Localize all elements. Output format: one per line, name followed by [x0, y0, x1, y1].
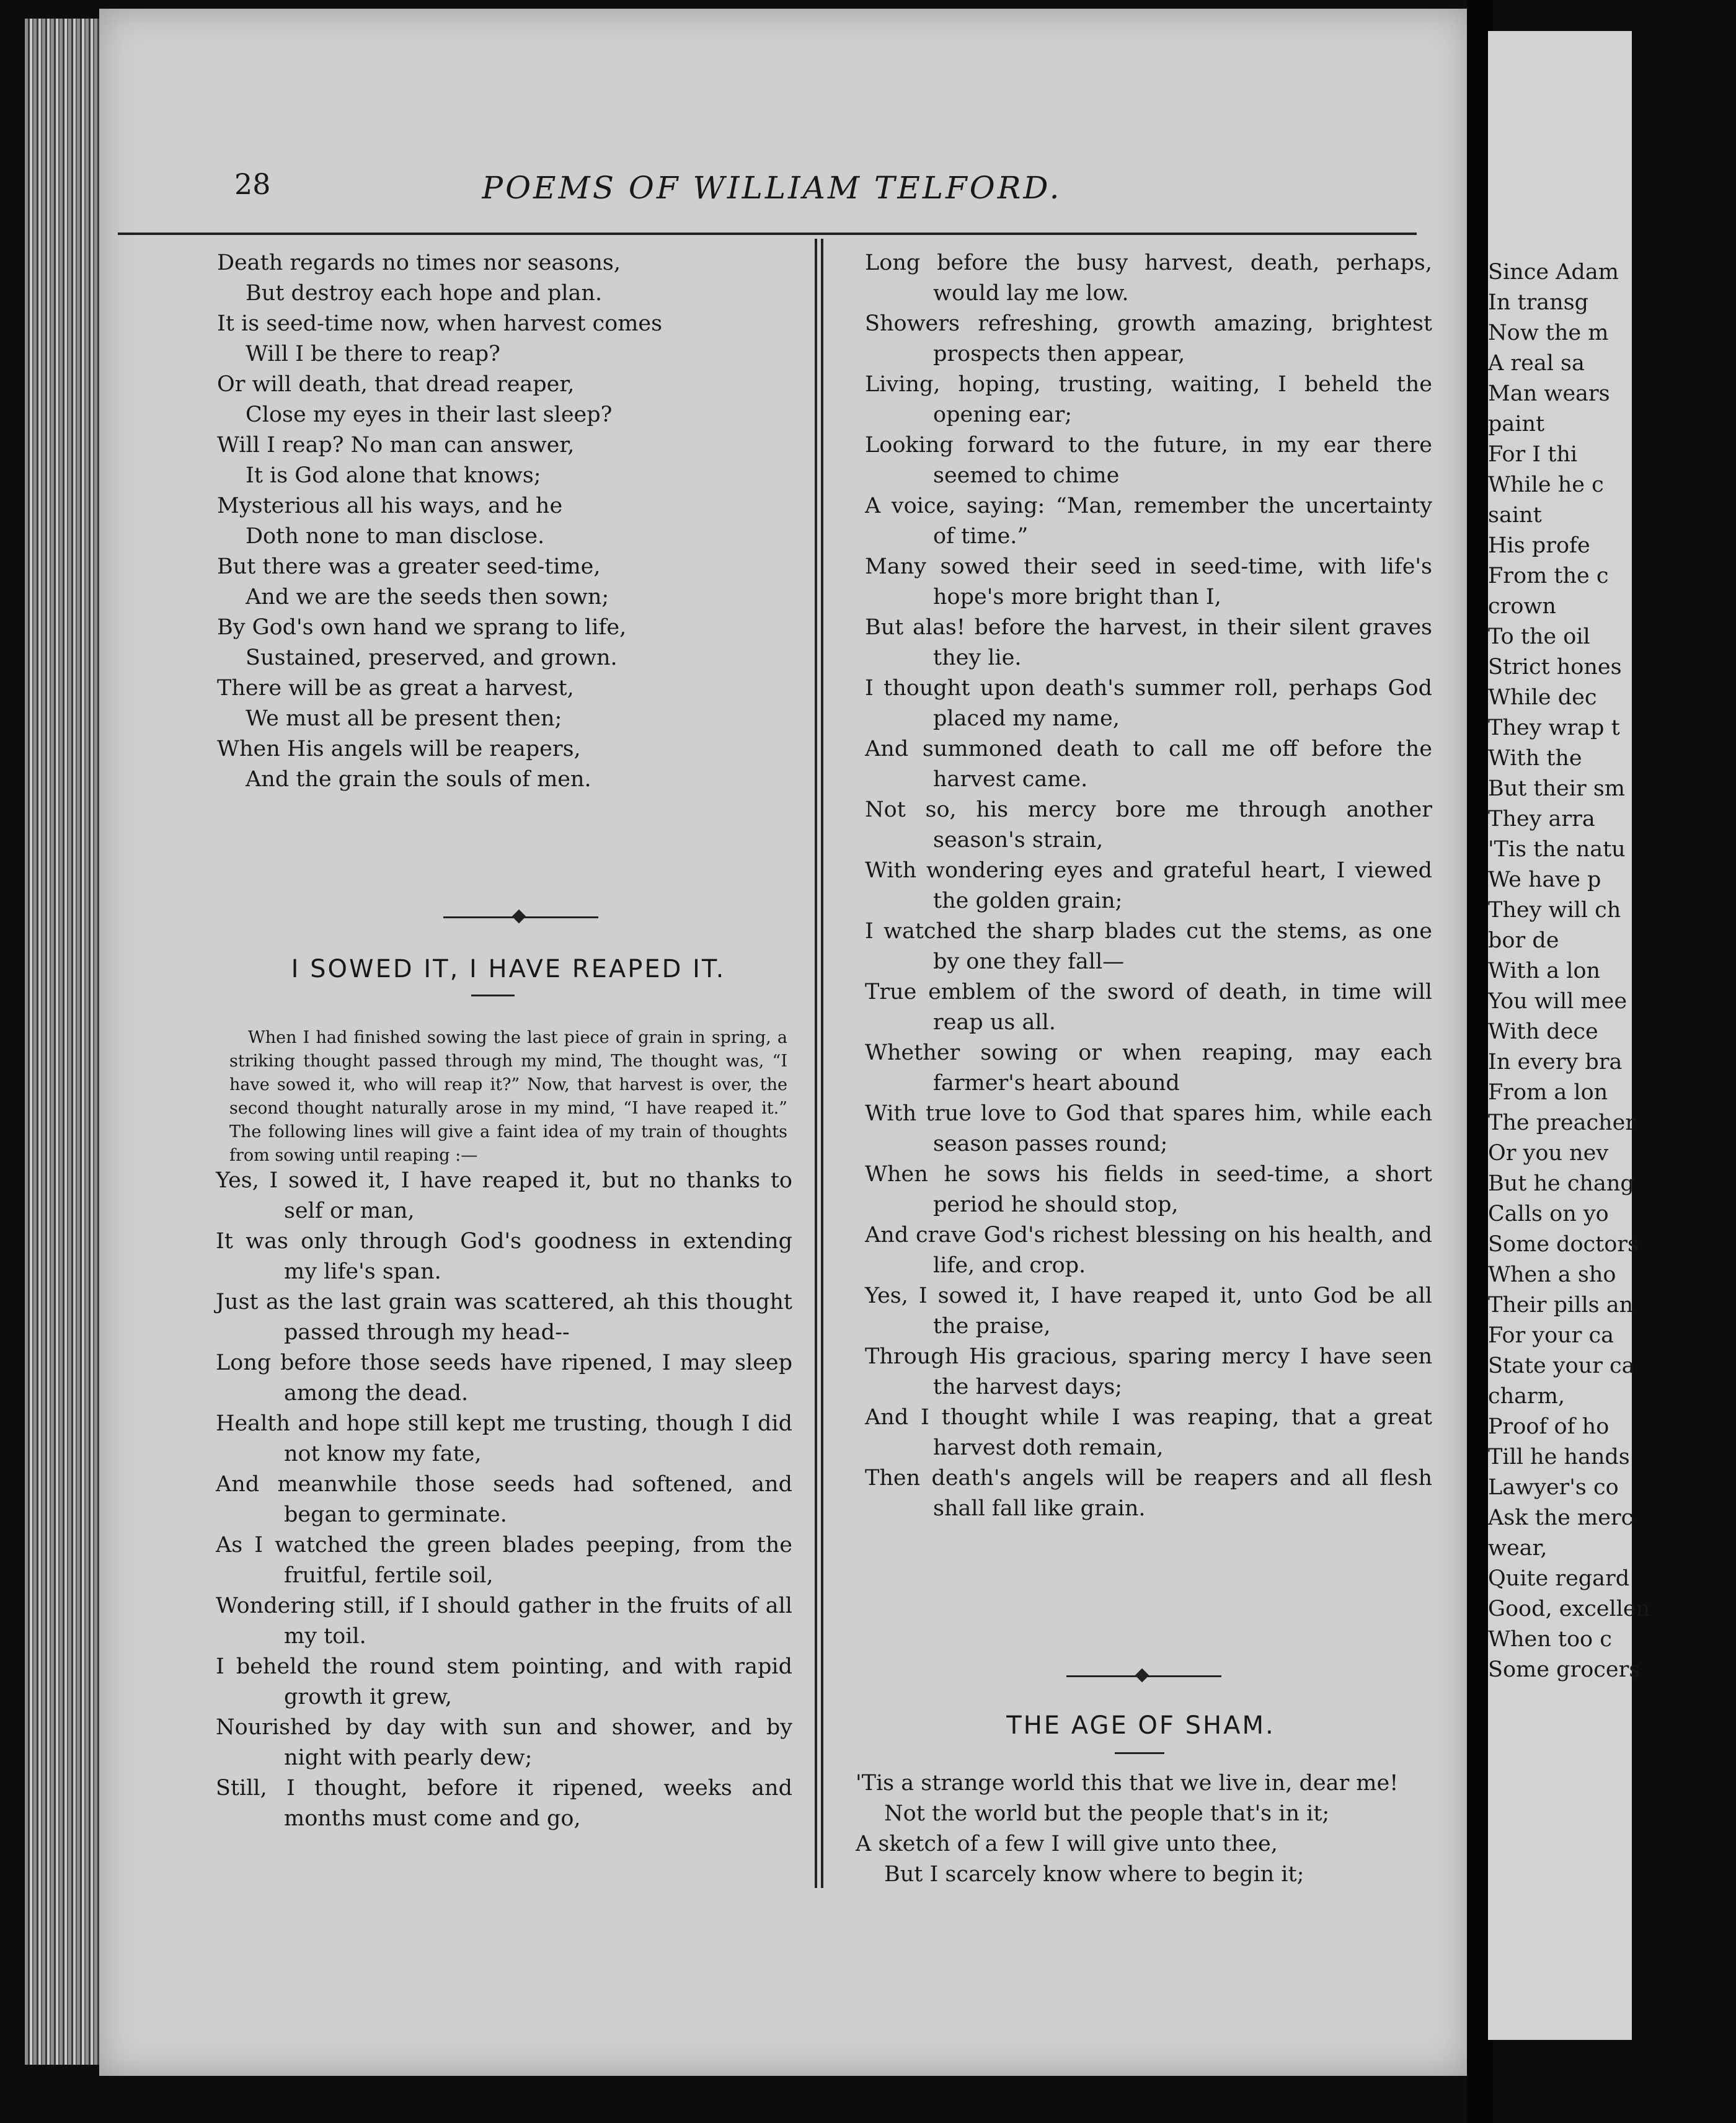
stanza: [216, 1166, 792, 1409]
facing-page-text: [1488, 257, 1736, 1685]
poem-stanzas-right: [865, 248, 1432, 1524]
verse-line: Doth none to man disclose.: [246, 524, 545, 549]
verse-line: With true love to God that spares him, while each season passes round;: [865, 1101, 1432, 1156]
verse-line: Will I reap? No man can answer,: [217, 433, 575, 458]
stanza: [865, 795, 1432, 1038]
facing-page-line: A real sa: [1488, 351, 1585, 376]
facing-page-line: With the: [1488, 746, 1582, 771]
verse-line: Then death's angels will be reapers and all flesh shall fall like grain.: [865, 1466, 1432, 1521]
stanza: [865, 1038, 1432, 1281]
verse-line: Still, I thought, before it ripened, weeks and months must come and go,: [216, 1776, 792, 1831]
page-number: 28: [234, 167, 271, 201]
section-ornament: [443, 910, 598, 924]
header-rule: [118, 233, 1417, 235]
facing-page-line: saint: [1488, 503, 1542, 528]
facing-page-line: Some doctors: [1488, 1232, 1639, 1257]
facing-page-line: But he chang: [1488, 1171, 1634, 1196]
title-rule: [1115, 1752, 1164, 1754]
poem-intro: When I had finished sowing the last piece of grain in spring, a striking thought passed through my mind, The thought was, “I have sowed it, who will reap it?” Now, that harvest is over, the second thought naturally arose in my mind, “I have reaped it.” The following lines will give a faint idea of my train of thoughts from sowing until reaping :—: [229, 1028, 787, 1165]
verse-line: Death regards no times nor seasons,: [217, 250, 621, 275]
verse-line: Wondering still, if I should gather in the fruits of all my toil.: [216, 1593, 792, 1649]
facing-page-line: crown: [1488, 594, 1556, 619]
poem-stanza: [856, 1768, 1426, 1890]
verse-line: But there was a greater seed-time,: [217, 554, 601, 579]
stanza: [865, 309, 1432, 552]
verse-line: And the grain the souls of men.: [246, 767, 591, 792]
verse-line: And meanwhile those seeds had softened, and began to germinate.: [216, 1472, 792, 1527]
facing-page-line: Some grocers: [1488, 1657, 1641, 1682]
facing-page-line: But their sm: [1488, 776, 1625, 801]
stanza: [217, 673, 800, 795]
stanza: [216, 1652, 792, 1834]
stanza: [856, 1768, 1426, 1890]
facing-page-line: The preacher: [1488, 1110, 1636, 1135]
stanza: [217, 430, 800, 552]
facing-page-line: In transg: [1488, 290, 1589, 315]
facing-page-line: Strict hones: [1488, 655, 1622, 680]
facing-page-line: With a lon: [1488, 959, 1601, 983]
verse-line: There will be as great a harvest,: [217, 676, 574, 701]
verse-line: Whether sowing or when reaping, may each farmer's heart abound: [865, 1040, 1432, 1096]
facing-page-line: His profe: [1488, 533, 1590, 558]
facing-page-line: Lawyer's co: [1488, 1475, 1619, 1500]
verse-line: Living, hoping, trusting, waiting, I beheld the opening ear;: [865, 372, 1432, 427]
verse-line: When His angels will be reapers,: [217, 737, 581, 761]
poem-title: THE AGE OF SHAM.: [1006, 1711, 1275, 1740]
stanza: [217, 552, 800, 673]
facing-page-line: They will ch: [1488, 898, 1621, 923]
verse-line: Many sowed their seed in seed-time, with life's hope's more bright than I,: [865, 554, 1432, 609]
verse-line: And summoned death to call me off before the harvest came.: [865, 737, 1432, 792]
stanza: [217, 309, 800, 430]
verse-line: It was only through God's goodness in extending my life's span.: [216, 1229, 792, 1284]
facing-page-line: wear,: [1488, 1536, 1548, 1561]
previous-poem-ending: [217, 248, 800, 795]
running-title: POEMS OF WILLIAM TELFORD.: [482, 170, 1062, 206]
facing-page-line: Till he hands: [1488, 1445, 1630, 1469]
verse-line: A sketch of a few I will give unto thee,: [856, 1832, 1278, 1856]
facing-page-line: Quite regard: [1488, 1566, 1630, 1591]
verse-line: Yes, I sowed it, I have reaped it, but no thanks to self or man,: [216, 1168, 792, 1223]
facing-page-line: They wrap t: [1488, 716, 1620, 740]
stanza: [865, 552, 1432, 795]
verse-line: Showers refreshing, growth amazing, brightest prospects then appear,: [865, 311, 1432, 366]
verse-line: With wondering eyes and grateful heart, I viewed the golden grain;: [865, 858, 1432, 913]
facing-page-line: When a sho: [1488, 1262, 1616, 1287]
facing-page-line: While dec: [1488, 685, 1597, 710]
facing-page-line: From the c: [1488, 564, 1609, 588]
facing-page-line: bor de: [1488, 928, 1559, 953]
verse-line: Through His gracious, sparing mercy I have seen the harvest days;: [865, 1344, 1432, 1399]
verse-line: As I watched the green blades peeping, from the fruitful, fertile soil,: [216, 1533, 792, 1588]
verse-line: And we are the seeds then sown;: [246, 585, 609, 609]
verse-line: I watched the sharp blades cut the stems, as one by one they fall—: [865, 919, 1432, 974]
facing-page-line: They arra: [1488, 807, 1595, 831]
verse-line: But destroy each hope and plan.: [246, 281, 603, 306]
facing-page-line: You will mee: [1488, 989, 1628, 1014]
verse-line: It is seed-time now, when harvest comes: [217, 311, 663, 336]
facing-page-line: Good, excellen: [1488, 1597, 1650, 1621]
facing-page-line: Their pills an: [1488, 1293, 1634, 1318]
verse-line: Nourished by day with sun and shower, and by night with pearly dew;: [216, 1715, 792, 1770]
verse-line: Long before those seeds have ripened, I may sleep among the dead.: [216, 1350, 792, 1406]
verse-line: I beheld the round stem pointing, and with rapid growth it grew,: [216, 1654, 792, 1709]
facing-page-line: To the oil: [1488, 624, 1590, 649]
facing-page-line: Ask the merc: [1488, 1505, 1634, 1530]
facing-page-line: Or you nev: [1488, 1141, 1609, 1166]
verse-line: Not so, his mercy bore me through another season's strain,: [865, 797, 1432, 853]
stanza: [865, 1281, 1432, 1524]
verse-line: Not the world but the people that's in it;: [884, 1801, 1330, 1826]
verse-line: Just as the last grain was scattered, ah this thought passed through my head--: [216, 1290, 792, 1345]
verse-line: 'Tis a strange world this that we live in, dear me!: [856, 1771, 1399, 1796]
verse-line: A voice, saying: “Man, remember the uncertainty of time.”: [865, 494, 1432, 549]
facing-page-line: State your ca: [1488, 1354, 1635, 1378]
stanza: [865, 248, 1432, 309]
facing-page-line: Calls on yo: [1488, 1202, 1609, 1226]
verse-line: We must all be present then;: [246, 706, 562, 731]
facing-page-line: Man wears: [1488, 381, 1610, 406]
facing-page-line: We have p: [1488, 867, 1601, 892]
facing-page-line: Since Adam: [1488, 260, 1619, 285]
verse-line: Long before the busy harvest, death, perhaps, would lay me low.: [865, 250, 1432, 306]
page-edges: [25, 19, 112, 2065]
verse-line: When he sows his fields in seed-time, a short period he should stop,: [865, 1162, 1432, 1217]
facing-page-line: paint: [1488, 412, 1545, 437]
stanza: [217, 248, 800, 309]
facing-page-line: For your ca: [1488, 1323, 1614, 1348]
facing-page-line: With dece: [1488, 1019, 1598, 1044]
poem-title: I SOWED IT, I HAVE REAPED IT.: [291, 955, 726, 983]
verse-line: Sustained, preserved, and grown.: [246, 645, 618, 670]
facing-page-line: For I thi: [1488, 442, 1578, 467]
verse-line: But I scarcely know where to begin it;: [884, 1862, 1304, 1887]
poem-stanzas-left: [216, 1166, 792, 1834]
verse-line: Health and hope still kept me trusting, though I did not know my fate,: [216, 1411, 792, 1466]
facing-page-line: While he c: [1488, 472, 1604, 497]
facing-page-fragment: [1488, 31, 1650, 2040]
facing-page-line: From a lon: [1488, 1080, 1608, 1105]
verse-line: It is God alone that knows;: [246, 463, 541, 488]
verse-line: Mysterious all his ways, and he: [217, 494, 563, 518]
verse-line: I thought upon death's summer roll, perhaps God placed my name,: [865, 676, 1432, 731]
section-ornament: [1066, 1669, 1221, 1683]
stanza: [216, 1409, 792, 1652]
verse-line: True emblem of the sword of death, in time will reap us all.: [865, 980, 1432, 1035]
facing-page-line: 'Tis the natu: [1488, 837, 1626, 862]
title-rule: [471, 995, 515, 996]
column-divider: [815, 239, 823, 1888]
verse-line: But alas! before the harvest, in their silent graves they lie.: [865, 615, 1432, 670]
verse-line: And I thought while I was reaping, that a great harvest doth remain,: [865, 1405, 1432, 1460]
facing-page-line: charm,: [1488, 1384, 1566, 1409]
facing-page-line: Now the m: [1488, 321, 1609, 345]
verse-line: Looking forward to the future, in my ear there seemed to chime: [865, 433, 1432, 488]
verse-line: And crave God's richest blessing on his health, and life, and crop.: [865, 1223, 1432, 1278]
page-header: [130, 167, 1414, 217]
verse-line: Will I be there to reap?: [246, 342, 500, 366]
verse-line: Close my eyes in their last sleep?: [246, 402, 613, 427]
verse-line: Yes, I sowed it, I have reaped it, unto God be all the praise,: [865, 1283, 1432, 1339]
facing-page-line: When too c: [1488, 1627, 1612, 1652]
verse-line: By God's own hand we sprang to life,: [217, 615, 627, 640]
facing-page-line: In every bra: [1488, 1050, 1623, 1075]
facing-page-line: Proof of ho: [1488, 1414, 1610, 1439]
verse-line: Or will death, that dread reaper,: [217, 372, 575, 397]
